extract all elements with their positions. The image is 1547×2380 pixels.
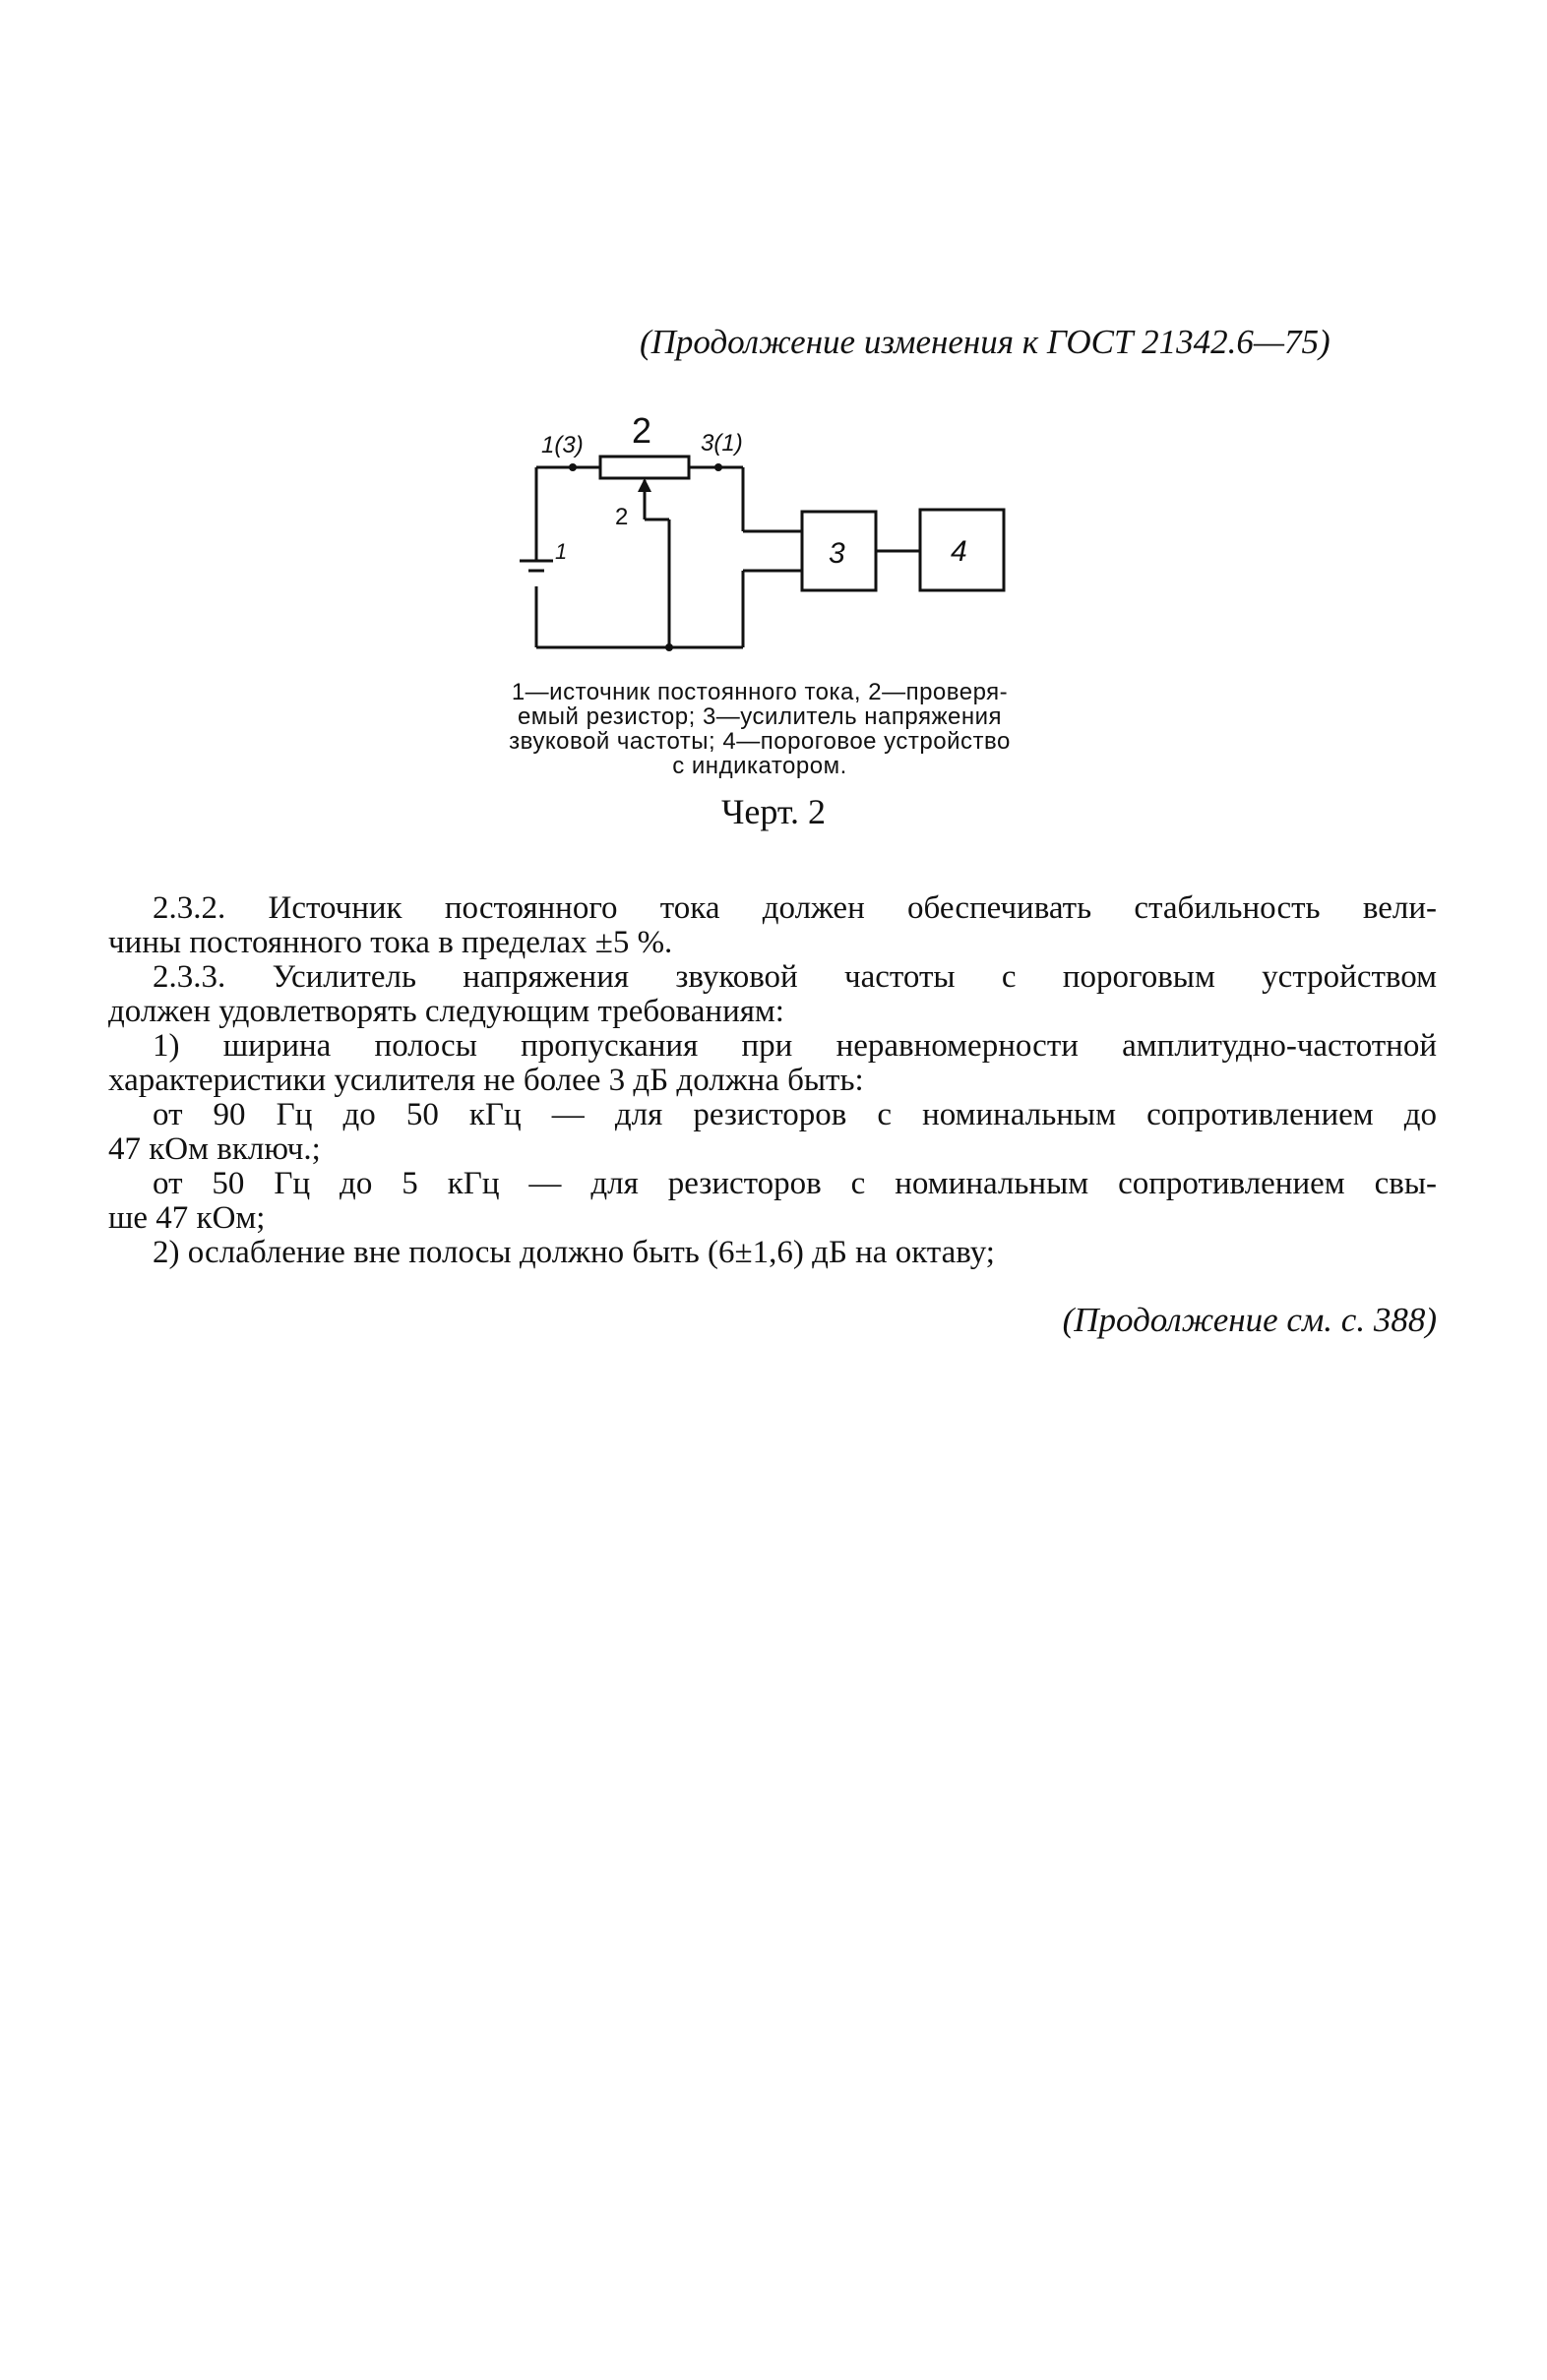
body-line: 47 кОм включ.; (108, 1131, 321, 1167)
label-amplifier: 3 (829, 537, 845, 570)
junction-right (714, 463, 722, 471)
body-line: 2) ослабление вне полосы должно быть (6±1,6) дБ на октаву; (153, 1235, 995, 1270)
body-line: от 90 Гц до 50 кГц — для резисторов с номинальным сопротивлением до (153, 1097, 1437, 1132)
body-line: характеристики усилителя не более 3 дБ должна быть: (108, 1063, 864, 1098)
label-terminal-left: 1(3) (541, 432, 584, 458)
body-line: 2.3.2. Источник постоянного тока должен обеспечивать стабильность вели- (153, 890, 1437, 926)
caption-line: емый резистор; 3—усилитель напряжения (517, 703, 1003, 730)
wiper-arrow (638, 478, 651, 492)
body-line: 1) ширина полосы пропускания при неравномерности амплитудно-частотной (153, 1028, 1437, 1064)
continuation-footer: (Продолжение см. с. 388) (1062, 1301, 1437, 1339)
continuation-header: (Продолжение изменения к ГОСТ 21342.6—75) (640, 323, 1330, 361)
junction-left (569, 463, 577, 471)
caption-line: звуковой частоты; 4—пороговое устройство (509, 728, 1011, 755)
label-threshold: 4 (951, 535, 967, 568)
label-source: 1 (555, 539, 568, 564)
circuit-diagram (482, 394, 1053, 669)
body-text (108, 891, 1437, 1270)
junction-bottom (665, 643, 673, 651)
caption-line: 1—источник постоянного тока, 2—проверя- (511, 679, 1009, 705)
resistor-body (600, 457, 689, 478)
body-line: чины постоянного тока в пределах ±5 %. (108, 925, 673, 960)
label-tap: 2 (615, 504, 629, 530)
figure-number: Черт. 2 (721, 792, 826, 831)
label-resistor: 2 (632, 410, 652, 451)
label-terminal-right: 3(1) (701, 430, 743, 457)
body-line: ше 47 кОм; (108, 1200, 266, 1236)
body-line: должен удовлетворять следующим требованиям: (108, 994, 784, 1029)
figure-caption (427, 680, 1092, 778)
body-line: от 50 Гц до 5 кГц — для резисторов с номинальным сопротивлением свы- (153, 1166, 1437, 1201)
caption-line: с индикатором. (672, 753, 847, 779)
circuit-diagram-svg (482, 394, 1053, 669)
body-line: 2.3.3. Усилитель напряжения звуковой частоты с пороговым устройством (153, 959, 1437, 995)
